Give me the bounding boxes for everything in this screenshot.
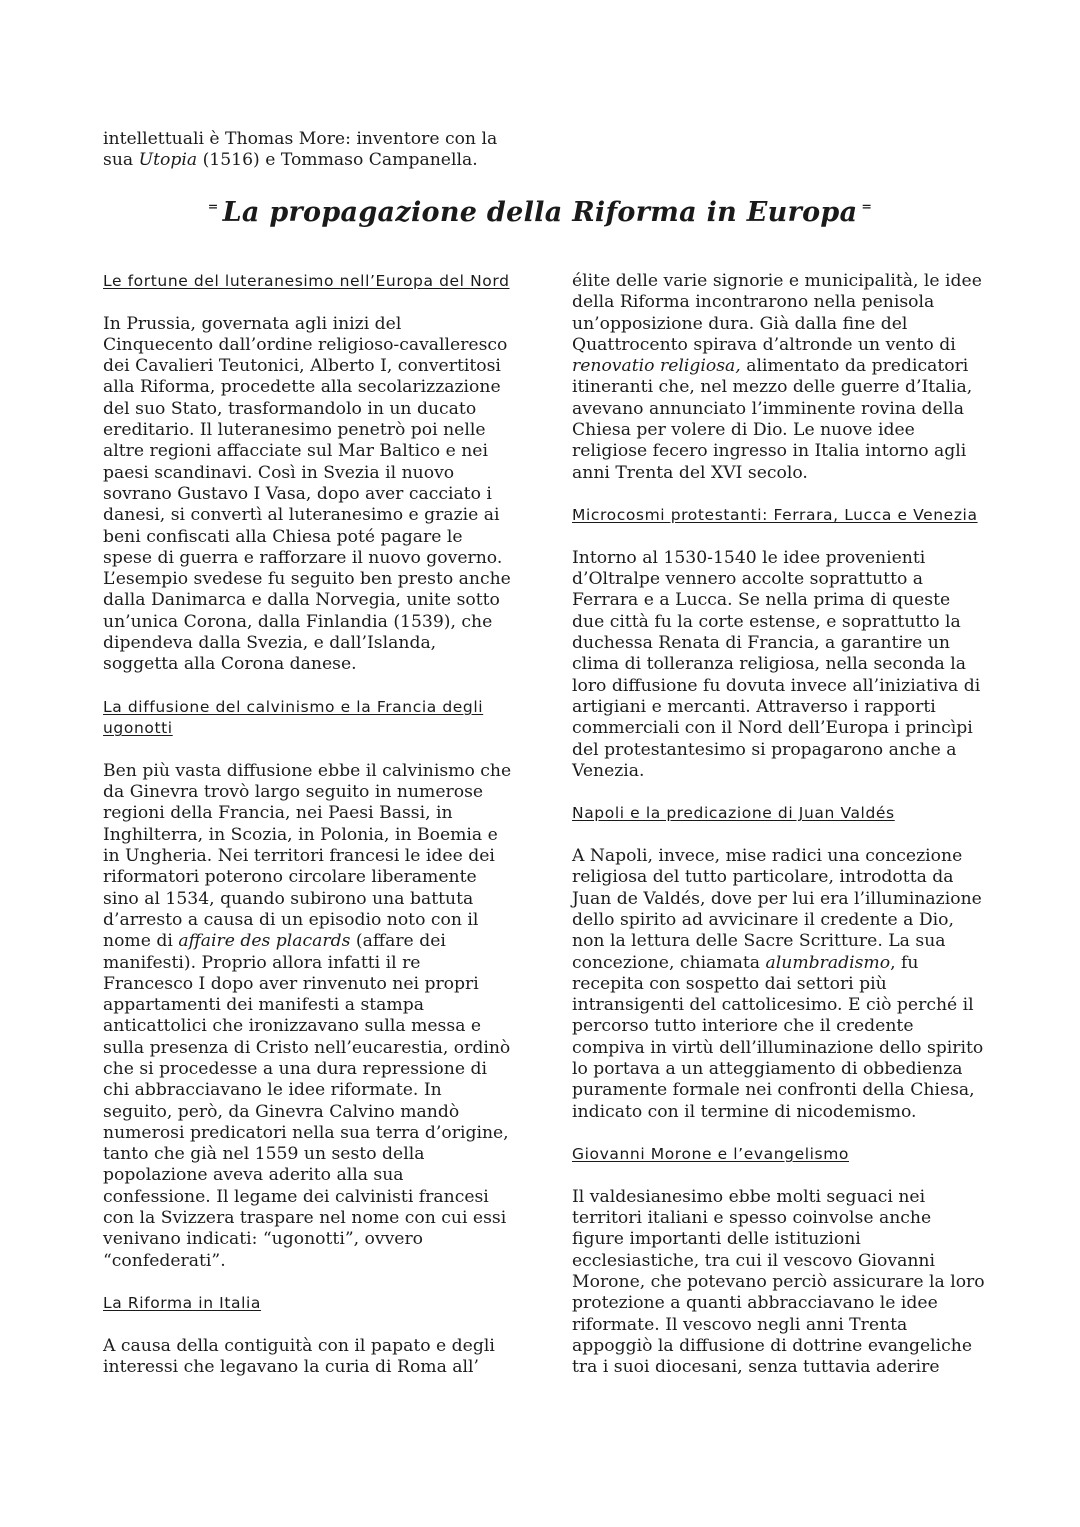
heading-microcosms: Microcosmi protestanti: Ferrara, Lucca e Venezia <box>572 506 978 525</box>
left-column <box>103 271 515 1378</box>
naples-text-2: , fu recepita con sospetto dai settori più intransigenti del cattolicesimo. E ciò perché il percorso tutto interiore che il credente compiva in virtù dell’illuminazione dello spirito lo portava a un atteggiamento di obbedienza puramente formale nei confronti della Chiesa, indicato con il termine di nicodemismo. <box>572 952 984 1122</box>
intro-paragraph <box>103 129 523 172</box>
utopia-title: Utopia <box>138 150 198 171</box>
paragraph-morone: Il valdesianesimo ebbe molti seguaci nei territori italiani e spesso coinvolse anche figure importanti delle istituzioni ecclesiastiche, tra cui il vescovo Giovanni Morone, che potevano perciò assicurare la loro protezione a quanti abbracciavano le idee riformate. Il vescovo negli anni Trenta appoggiò la diffusione di dottrine evangeliche tra i suoi diocesani, senza tuttavia aderire <box>572 1186 985 1378</box>
paragraph-italy-start: A causa della contiguità con il papato e degli interessi che legavano la curia di Roma all’ <box>103 1335 495 1378</box>
intro-line-2-post: (1516) e Tommaso Campanella. <box>197 150 478 171</box>
page-title <box>0 197 1080 228</box>
paragraph-calvinism <box>103 761 515 1272</box>
page-title-text: La propagazione della Riforma in Europa <box>222 197 858 228</box>
right-column <box>572 271 987 1378</box>
intro-line-1: intellettuali è Thomas More: inventore con la <box>103 129 498 149</box>
calvinism-text-1: Ben più vasta diffusione ebbe il calvinismo che da Ginevra trovò largo seguito in numerose regioni della Francia, nei Paesi Bassi, in Inghilterra, in Scozia, in Polonia, in Boemia e in Ungheria. Nei territori francesi le idee dei riformatori poterono circolare liberamente sino al 1534, quando subirono una battuta d’arresto a causa di un episodio noto con il nome di <box>103 760 512 952</box>
italy-text-1: élite delle varie signorie e municipalità, le idee della Riforma incontrarono nella penisola un’opposizione dura. Già dalla fine del Quattrocento spirava d’altronde un vento di <box>572 271 982 355</box>
paragraph-microcosms: Intorno al 1530-1540 le idee provenienti d’Oltralpe vennero accolte soprattutto a Ferrara e a Lucca. Se nella prima di queste due città fu la corte estense, e soprattutto la duchessa Renata di Francia, a garantire un clima di tolleranza religiosa, nella seconda la loro diffusione fu dovuta invece all’iniziativa di artigiani e mercanti. Attraverso i rapporti commerciali con il Nord dell’Europa i princìpi del protestantesimo si propagarono anche a Venezia. <box>572 547 981 781</box>
left-ornament: ⁼ <box>207 198 219 222</box>
intro-line-2 <box>103 150 523 171</box>
paragraph-lutheranism: In Prussia, governata agli inizi del Cinquecento dall’ordine religioso-cavalleresco dei Cavalieri Teutonici, Alberto I, convertitosi alla Riforma, procedette alla secolarizzazione del suo Stato, trasformandolo in un ducato ereditario. Il luteranesimo penetrò poi nelle altre regioni affacciate sul Mar Baltico e nei paesi scandinavi. Così in Svezia il nuovo sovrano Gustavo I Vasa, dopo aver cacciato i danesi, si convertì al luteranesimo e grazie ai beni confiscati alla Chiesa poté pagare le spese di guerra e rafforzare il nuovo governo. L’esempio svedese fu seguito ben presto anche dalla Danimarca e dalla Norvegia, unite sotto un’unica Corona, dalla Finlandia (1539), che dipendeva dalla Svezia, e dall’Islanda, soggetta alla Corona danese. <box>103 313 511 675</box>
heading-lutheranism: Le fortune del luteranesimo nell’Europa del Nord <box>103 272 510 290</box>
alumbradismo: alumbradismo <box>765 952 891 973</box>
heading-calvinism: La diffusione del calvinismo e la Francia degli ugonotti <box>103 697 484 738</box>
right-ornament: ⁼ <box>861 198 873 222</box>
paragraph-italy-continued <box>572 271 987 484</box>
naples-text-1: A Napoli, invece, mise radici una concezione religiosa del tutto particolare, introdotta da Juan de Valdés, dove per lui era l’illuminazione dello spirito ad avvicinare il credente a Dio, non la lettura delle Sacre Scritture. La sua concezione, chiamata <box>572 846 982 973</box>
intro-line-2-pre: sua <box>103 150 139 171</box>
heading-morone: Giovanni Morone e l’evangelismo <box>572 1145 849 1164</box>
heading-italy: La Riforma in Italia <box>103 1294 262 1313</box>
heading-naples: Napoli e la predicazione di Juan Valdés <box>572 804 895 823</box>
italy-text-2: alimentato da predicatori itineranti che, nel mezzo delle guerre d’Italia, avevano annunciato l’imminente rovina della Chiesa per volere di Dio. Le nuove idee religiose fecero ingresso in Italia intorno agli anni Trenta del XVI secolo. <box>572 356 973 483</box>
renovatio-religiosa: renovatio religiosa, <box>572 356 741 377</box>
paragraph-naples <box>572 846 987 1123</box>
affaire-des-placards: affaire des placards <box>178 931 351 952</box>
calvinism-text-2: (affare dei manifesti). Proprio allora infatti il re Francesco I dopo aver rinvenuto nei propri appartamenti dei manifesti a stampa anticattolici che ironizzavano sulla messa e sulla presenza di Cristo nell’eucarestia, ordinò che si procedesse a una dura repressione di chi abbracciavano le idee riformate. In seguito, però, da Ginevra Calvino mandò numerosi predicatori nella sua terra d’origine, tanto che già nel 1559 un sesto della popolazione aveva aderito alla sua confessione. Il legame dei calvinisti francesi con la Svizzera traspare nel nome con cui essi venivano indicati: “ugonotti”, ovvero “confederati”. <box>103 931 511 1271</box>
